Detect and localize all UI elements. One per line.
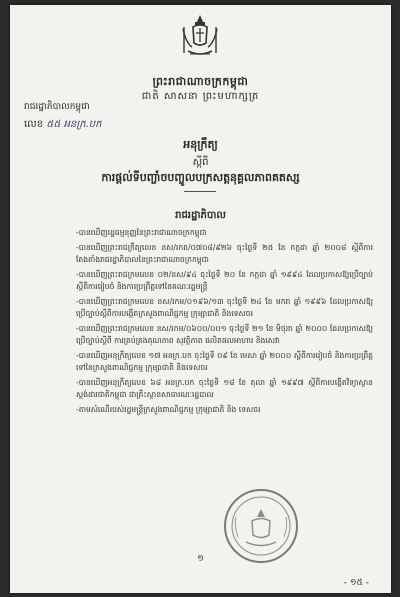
subject-preposition: ស្តីពី [192, 157, 209, 168]
clause-item: -បានឃើញព្រះរាជក្រឹត្យលេខ នស/រកត/០៧០៨/៩២៦ ចុះថ្ងៃទី ២៥ ខែ កក្កដា ឆ្នាំ ២០០៨ ស្តីពីការតែងតាំងរាជរដ្ឋាភិបាលនៃព្រះរាជាណាចក្រកម្ពុជា [76, 243, 373, 264]
document-page [10, 5, 391, 593]
clause-item: -បានឃើញអនុក្រឹត្យលេខ ១៧ អនក្រ.បក ចុះថ្ងៃទី ០៩ ខែ មេសា ឆ្នាំ ២០០០ ស្តីពីការរៀបចំ និងការប្រព្រឹត្តទៅនៃក្រសួងពាណិជ្ជកម្ម ក្រុម្សាជាតិ និងទេសចរ [76, 351, 373, 372]
document-type: អនុក្រឹត្យ [183, 138, 218, 151]
clause-item: -បានឃើញរដ្ឋធម្មនុញ្ញនៃព្រះរាជាណាចក្រកម្ពុជា [76, 228, 207, 237]
clause-item: -បានឃើញព្រះរាជក្រមលេខ នស/រកម/០៦០០/០០១ ចុះថ្ងៃទី ២១ ខែ មិថុនា ឆ្នាំ ២០០០ ដែលប្រកាសឱ្យប្រើច្បាប់ស្តីពី ការគ្រប់គ្រងគុណភាព សុវត្ថិភាព ផលិតផលអាហារ និងសេវា [76, 324, 373, 345]
national-motto: ជាតិ សាសនា ព្រះមហាក្សត្រ [141, 91, 260, 102]
issuer-name: រាជរដ្ឋាភិបាលកម្ពុជា [24, 102, 90, 112]
page-number: ១ [197, 554, 204, 564]
kingdom-heading: ព្រះរាជាណាចក្រកម្ពុជា [152, 75, 249, 88]
clause-item: -បានឃើញព្រះរាជក្រមលេខ នស/រកម/០១៩៦/១៣ ចុះថ្ងៃទី ២៤ ខែ មករា ឆ្នាំ ១៩៩៦ ដែលប្រកាសឱ្យប្រើច្បាប់ស្តីពីការបង្កើតក្រសួងពាណិជ្ជកម្ម ក្រុម្សាជាតិ និងទេសចរ [76, 297, 373, 318]
book-page-number: - ១៥ - [343, 578, 369, 588]
reference-label: លេខ [24, 119, 44, 130]
royal-coat-of-arms-icon [180, 13, 220, 59]
clause-item: -បានឃើញព្រះរាជក្រមលេខ ០២/នស/៩៤ ចុះថ្ងៃទី ២០ ខែ កក្កដា ឆ្នាំ ១៩៩៤ ដែលប្រកាសឱ្យប្រើច្បាប់ស្តីពីការរៀបចំ និងការប្រព្រឹត្តទៅនៃគណៈរដ្ឋមន្ត្រី [76, 270, 373, 291]
clause-item: -បានឃើញអនុក្រឹត្យលេខ ៦៨ អនក្រ.បក ចុះថ្ងៃទី ១៨ ខែ តុលា ឆ្នាំ ១៩៩៧ ស្តីពីការបង្កើតវិទ្យាស្ថានស្តង់ដារជាតិកម្ពុជា ជាគ្រឹះស្ថានសាធារណៈរដ្ឋបាល [76, 378, 373, 399]
issuing-authority: រាជរដ្ឋាភិបាល [175, 210, 226, 221]
preamble-clauses [76, 227, 373, 419]
reference-number [24, 117, 101, 132]
clause-item: -តាមសំណើរបស់រដ្ឋមន្ត្រីក្រសួងពាណិជ្ជកម្ម ក្រុម្សាជាតិ និង ទេសចរ [76, 405, 261, 414]
reference-handwritten: ៥៥ អនក្រ.បក [46, 119, 102, 130]
document-subject: ការផ្តល់ទីបញ្ចាំចបញ្ចូលបក្រសត្តនុគ្គលភាពគតស្ស [101, 171, 300, 184]
divider [184, 191, 216, 192]
